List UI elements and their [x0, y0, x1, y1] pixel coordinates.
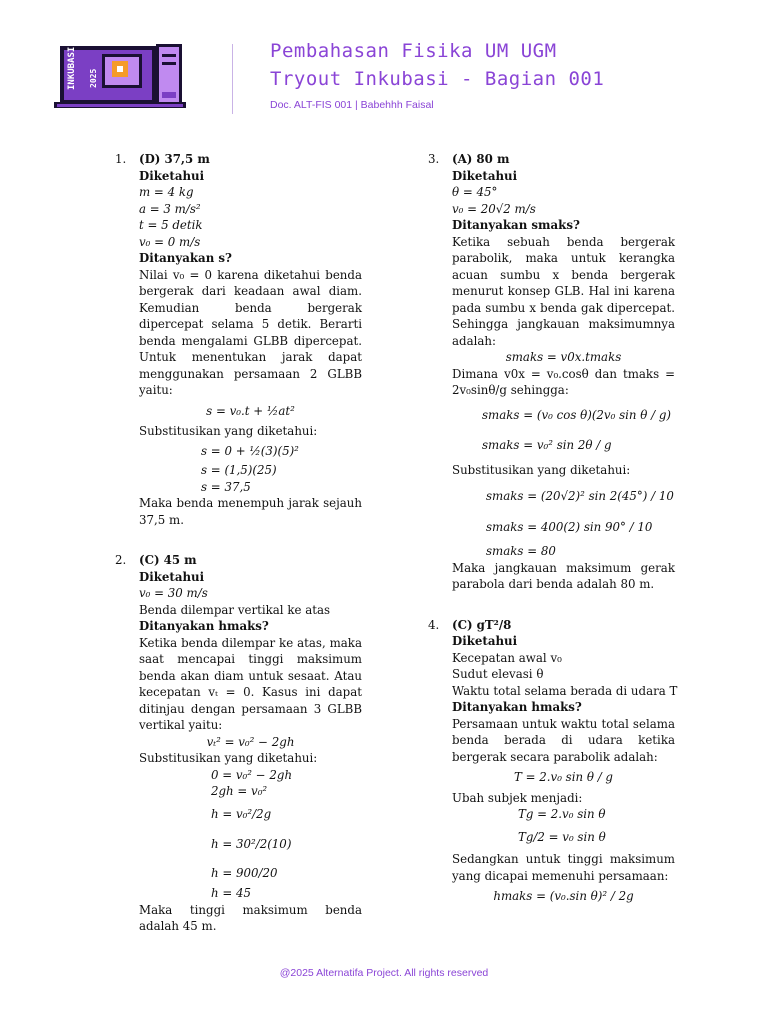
subst-label: Substitusikan yang diketahui: [139, 424, 318, 438]
derivation-step: smaks = (v₀ cos θ)(2v₀ sin θ / g) [482, 407, 671, 422]
explanation-2: Sedangkan untuk tinggi maksimum yang dicapai memenuhi persamaan: [452, 852, 675, 883]
svg-text:INKUBASI: INKUBASI [67, 46, 77, 90]
solution-item-1 [115, 151, 362, 528]
left-column [115, 151, 362, 935]
right-column [428, 151, 678, 905]
solution-item-3 [428, 151, 675, 593]
step: s = 0 + ½(3)(5)² [201, 443, 299, 458]
known-label: Diketahui [139, 168, 205, 183]
asked-label: Ditanyakan s? [139, 251, 232, 265]
known-value: Sudut elevasi θ [452, 667, 544, 681]
known-label: Diketahui [452, 634, 518, 648]
known-value: v₀ = 30 m/s [139, 586, 208, 600]
known-value: θ = 45° [452, 185, 498, 199]
known-value: v₀ = 0 m/s [139, 234, 201, 249]
formula: smaks = v0x.tmaks [505, 350, 622, 364]
item-number: 2. [115, 553, 127, 567]
step: 0 = v₀² − 2gh [211, 767, 293, 782]
answer: (C) gT²/8 [452, 617, 512, 632]
known-value: m = 4 kg [139, 185, 194, 199]
formula: vₜ² = v₀² − 2gh [206, 734, 295, 749]
solution-item-2 [115, 552, 362, 935]
step: smaks = 400(2) sin 90° / 10 [486, 519, 653, 534]
step: h = 900/20 [211, 865, 278, 880]
explanation: Nilai v₀ = 0 karena diketahui benda bergerak dari keadaan awal diam. Kemudian benda bergerak dipercepat selama 5 detik. Berarti benda mengalami GLBB dipercepat. Untuk menentukan jarak dapat menggunakan persamaan 2 GLBB yaitu: [139, 267, 362, 397]
conclusion: Maka benda menempuh jarak sejauh 37,5 m. [139, 496, 362, 527]
known-value: Benda dilempar vertikal ke atas [139, 602, 331, 617]
known-value: t = 5 detik [139, 218, 203, 232]
doc-title-line2: Tryout Inkubasi - Bagian 001 [270, 68, 605, 90]
step: Tg/2 = v₀ sin θ [518, 829, 606, 844]
item-number: 3. [428, 152, 440, 166]
step: Tg = 2.v₀ sin θ [518, 807, 606, 821]
page-header [0, 0, 768, 125]
step: h = v₀²/2g [211, 806, 272, 821]
step: s = (1,5)(25) [201, 463, 277, 477]
conclusion: Maka jangkauan maksimum gerak parabola dari benda adalah 80 m. [452, 560, 675, 591]
header-divider [232, 44, 233, 114]
step: smaks = (20√2)² sin 2(45°) / 10 [486, 489, 674, 503]
derivation-step: smaks = v₀² sin 2θ / g [482, 438, 612, 452]
answer: (D) 37,5 m [139, 152, 210, 166]
asked-label: Ditanyakan hmaks? [139, 619, 269, 633]
step: 2gh = v₀² [211, 784, 268, 798]
answer: (C) 45 m [139, 553, 197, 567]
item-number: 1. [115, 152, 127, 166]
subst-label: Substitusikan yang diketahui: [139, 751, 318, 765]
asked-label: Ditanyakan hmaks? [452, 700, 582, 714]
explanation: Persamaan untuk waktu total selama benda berada di udara ketika bergerak secara parabolik adalah: [452, 716, 675, 764]
retro-computer-logo-icon [54, 40, 186, 112]
known-value: v₀ = 20√2 m/s [452, 201, 536, 216]
item-number: 4. [428, 617, 440, 632]
change-label: Ubah subjek menjadi: [452, 790, 583, 805]
known-label: Diketahui [452, 168, 518, 183]
solution-item-4 [428, 617, 678, 905]
step: s = 37,5 [201, 479, 251, 494]
conclusion: Maka tinggi maksimum benda adalah 45 m. [139, 902, 362, 933]
explanation: Ketika benda dilempar ke atas, maka saat mencapai tinggi maksimum benda akan diam untuk sesaat. Atau kecepatan vₜ = 0. Kasus ini dapat ditinjau dengan persamaan 3 GLBB vertikal yaitu: [139, 635, 362, 732]
step: h = 30²/2(10) [211, 837, 292, 851]
explanation: Ketika sebuah benda bergerak parabolik, maka untuk kerangka acuan sumbu x benda bergerak menurut konsep GLB. Hal ini karena pada sumbu x benda gak dipercepat. Sehingga jangkauan maksimumnya adalah: [452, 234, 675, 348]
answer: (A) 80 m [452, 152, 510, 166]
svg-text:2025: 2025 [89, 68, 98, 88]
doc-title-line1: Pembahasan Fisika UM UGM [270, 40, 557, 62]
subst-label: Substitusikan yang diketahui: [452, 462, 631, 477]
formula: T = 2.v₀ sin θ / g [514, 770, 613, 784]
asked-label: Ditanyakan smaks? [452, 218, 580, 232]
formula: s = v₀.t + ½at² [206, 403, 295, 418]
step: smaks = 80 [486, 544, 556, 558]
step: h = 45 [211, 886, 251, 900]
known-value: Kecepatan awal v₀ [452, 650, 562, 665]
where-text: Dimana v0x = v₀.cosθ dan tmaks = 2v₀sinθ/g sehingga: [452, 366, 675, 397]
known-value: Waktu total selama berada di udara T [452, 683, 678, 698]
doc-subtitle: Doc. ALT-FIS 001 | Babehhh Faisal [270, 99, 434, 111]
known-value: a = 3 m/s² [139, 201, 201, 216]
known-label: Diketahui [139, 569, 205, 584]
page-footer: @2025 Alternatifa Project. All rights reserved [279, 967, 489, 979]
formula-2: hmaks = (v₀.sin θ)² / 2g [493, 889, 634, 903]
